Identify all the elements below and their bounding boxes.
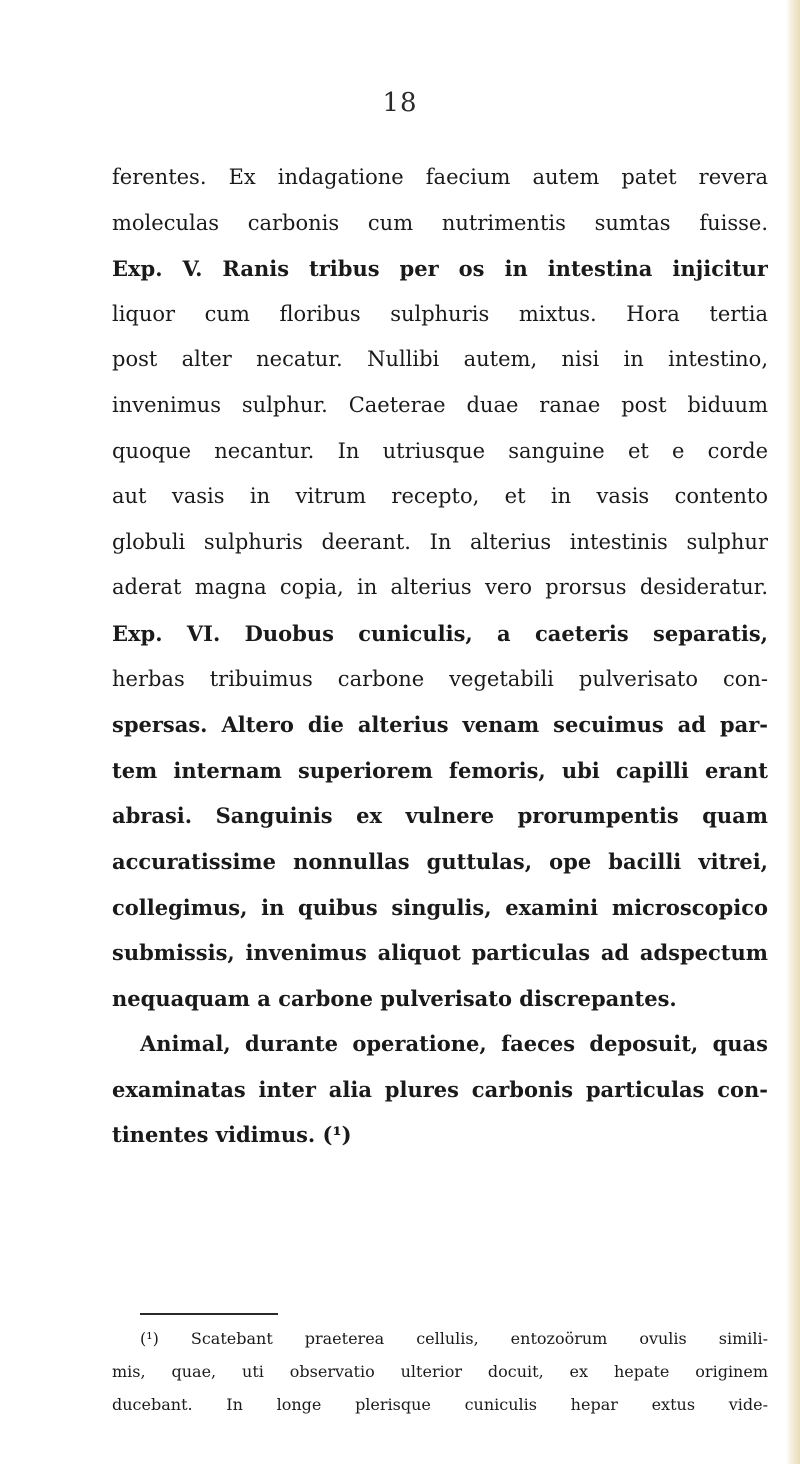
text-line: Exp. VI. Duobus cuniculis, a caeteris separatis, [112,620,768,646]
text-line: Exp. V. Ranis tribus per os in intestina injicitur [112,256,768,282]
footnotes [112,1322,768,1421]
text-line: nequaquam a carbone pulverisato discrepantes. [112,985,677,1011]
text-line: Animal, durante operatione, faeces deposuit, quas [140,1031,768,1057]
text-line: submissis, invenimus aliquot particulas ad adspectum [112,940,768,966]
page-edge [786,0,800,1464]
text-line: tem internam superiorem femoris, ubi capilli erant [112,757,768,783]
text-line: accuratissime nonnullas guttulas, ope bacilli vitrei, [112,848,768,874]
footnote-line: ducebant. In longe plerisque cuniculis hepar extus vide- [112,1395,768,1414]
text-line: aderat magna copia, in alterius vero prorsus desideratur. [112,575,768,600]
body-text [112,155,768,1158]
text-line: liquor cum floribus sulphuris mixtus. Hora tertia [112,301,768,326]
text-line: post alter necatur. Nullibi autem, nisi in intestino, [112,347,768,372]
text-line: tinentes vidimus. (¹) [112,1122,352,1148]
text-line: quoque necantur. In utriusque sanguine et e corde [112,438,768,463]
text-line: examinatas inter alia plures carbonis particulas con- [112,1076,768,1102]
footnote-line: mis, quae, uti observatio ulterior docuit, ex hepate originem [112,1362,768,1381]
text-line: spersas. Altero die alterius venam secuimus ad par- [112,712,768,738]
footnote-divider [140,1313,278,1315]
text-line: abrasi. Sanguinis ex vulnere prorumpentis quam [112,803,768,829]
text-line: ferentes. Ex indagatione faecium autem patet revera [112,165,768,189]
page-number: 18 [382,88,418,118]
text-line: herbas tribuimus carbone vegetabili pulverisato con- [112,666,768,691]
text-line: collegimus, in quibus singulis, examini microscopico [112,894,768,920]
text-line: moleculas carbonis cum nutrimentis sumtas fuisse. [112,210,768,235]
text-line: globuli sulphuris deerant. In alterius intestinis sulphur [112,529,768,554]
text-line: aut vasis in vitrum recepto, et in vasis contento [112,484,768,509]
footnote-line: (¹) Scatebant praeterea cellulis, entozoörum ovulis simili- [140,1329,768,1348]
text-line: invenimus sulphur. Caeterae duae ranae post biduum [112,392,768,417]
